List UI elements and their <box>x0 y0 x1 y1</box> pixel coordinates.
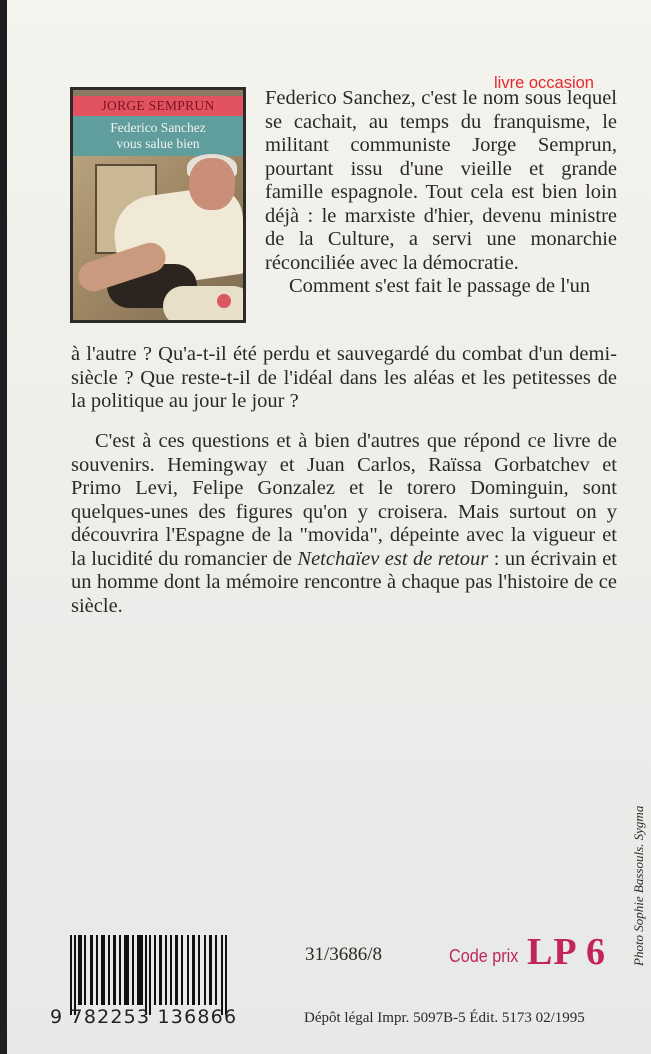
blurb-paragraph-3-text <box>71 430 617 618</box>
thumbnail-title-line2: vous salue bien <box>116 136 200 151</box>
cover-thumbnail <box>70 87 246 323</box>
blurb-paragraph-1-text: Federico Sanchez, c'est le nom sous lequel se cachait, au temps du franquisme, le militant communiste Jorge Semprun, pourtant issu d'une vieille et grande famille espagnole. Tout cela est bien loin déjà : le marxiste d'hier, devenu ministre de la Culture, a servi une monarchie réconciliée avec la démocratie. <box>265 87 617 274</box>
barcode-number: 9 782253 136866 <box>50 1006 238 1028</box>
thumbnail-author: JORGE SEMPRUN <box>73 96 243 116</box>
blurb-paragraph-1 <box>265 87 617 299</box>
thumbnail-title <box>73 116 243 156</box>
photo-credit: Photo Sophie Bassouls. Sygma <box>631 805 646 966</box>
head-shape <box>189 158 235 210</box>
blurb-paragraph-2 <box>71 343 617 414</box>
price-label: Code prix <box>449 946 519 966</box>
catalog-code: 31/3686/8 <box>305 944 383 965</box>
watermark: livre occasion <box>494 74 594 92</box>
blurb-paragraph-2-start: Comment s'est fait le passage de l'un <box>289 275 591 297</box>
publisher-logo-icon <box>217 294 231 308</box>
price-code: LP 6 <box>527 931 606 973</box>
blurb-paragraph-3-after: : un écrivain et un homme dont la mémoire rencontre à chaque pas l'histoire de ce siècle. <box>71 547 617 617</box>
novel-title: Netchaïev est de retour <box>297 547 489 570</box>
blurb-paragraph-3 <box>71 430 617 618</box>
cushion-shape <box>163 286 243 320</box>
blurb-paragraph-3-before: C'est à ces questions et à bien d'autres que répond ce livre de souvenirs. Hemingway et Juan Carlos, Raïssa Gorbatchev et Primo Levi, Felipe Gonzalez et le torero Dominguin, sont quelques-unes des figures qu'on y croisera. Mais surtout on y découvrira l'Espagne de la "movida", dépeinte avec la vigueur et la lucidité du romancier de <box>71 430 617 570</box>
thumbnail-title-line1: Federico Sanchez <box>110 120 206 135</box>
blurb-paragraph-2-text: à l'autre ? Qu'a-t-il été perdu et sauvegardé du combat d'un demi-siècle ? Que reste-t-il de l'idéal dans les aléas et les petitesses de la politique au jour le jour ? <box>71 343 617 412</box>
barcode-icon <box>70 935 230 1015</box>
book-back-cover <box>7 0 651 1054</box>
legal-deposit: Dépôt légal Impr. 5097B-5 Édit. 5173 02/1995 <box>304 1010 585 1026</box>
author-photo <box>73 156 243 320</box>
